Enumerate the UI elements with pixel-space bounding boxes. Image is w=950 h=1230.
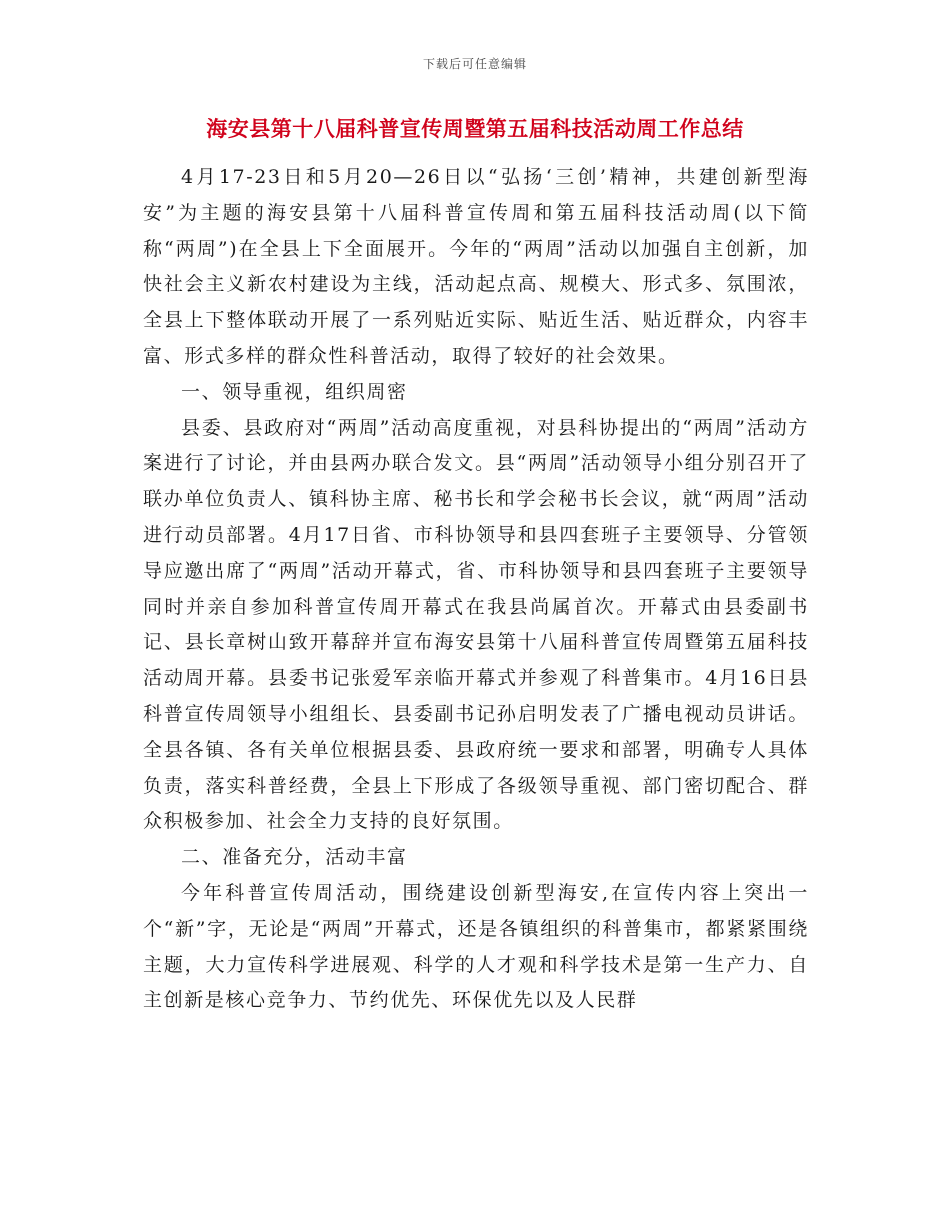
header-note: 下载后可任意编辑 bbox=[422, 57, 527, 71]
paragraph-section-2: 今年科普宣传周活动，围绕建设创新型海安,在宣传内容上突出一个“新”字，无论是“两周”开幕式，还是各镇组织的科普集市，都紧紧围绕主题，大力宣传科学进展观、科学的人才观和科学技术是第一生产力、自主创新是核心竞争力、节约优先、环保优先以及人民群 bbox=[143, 881, 809, 1012]
paragraph-intro: 4月17-23日和5月20—26日以“弘扬‘三创’精神，共建创新型海安”为主题的海安县第十八届科普宣传周和第五届科技活动周(以下简称“两周”)在全县上下全面展开。今年的“两周”活动以加强自主创新，加快社会主义新农村建设为主线，活动起点高、规模大、形式多、氛围浓，全县上下整体联动开展了一系列贴近实际、贴近生活、贴近群众，内容丰富、形式多样的群众性科普活动，取得了较好的社会效果。 bbox=[143, 166, 809, 367]
document-body bbox=[143, 160, 809, 1019]
section-heading-2: 二、准备充分，活动丰富 bbox=[181, 846, 408, 869]
paragraph-section-1: 县委、县政府对“两周”活动高度重视，对县科协提出的“两周”活动方案进行了讨论，并由县两办联合发文。县“两周”活动领导小组分别召开了联办单位负责人、镇科协主席、秘书长和学会秘书长会议，就“两周”活动进行动员部署。4月17日省、市科协领导和县四套班子主要领导、分管领导应邀出席了“两周”活动开幕式，省、市科协领导和县四套班子主要领导同时并亲自参加科普宣传周开幕式在我县尚属首次。开幕式由县委副书记、县长章树山致开幕辞并宣布海安县第十八届科普宣传周暨第五届科技活动周开幕。县委书记张爱军亲临开幕式并参观了科普集市。4月16日县科普宣传周领导小组组长、县委副书记孙启明发表了广播电视动员讲话。全县各镇、各有关单位根据县委、县政府统一要求和部署，明确专人具体负责，落实科普经费，全县上下形成了各级领导重视、部门密切配合、群众积极参加、社会全力支持的良好氛围。 bbox=[143, 416, 809, 833]
document-title: 海安县第十八届科普宣传周暨第五届科技活动周工作总结 bbox=[206, 116, 744, 141]
section-heading-1: 一、领导重视，组织周密 bbox=[181, 380, 408, 403]
